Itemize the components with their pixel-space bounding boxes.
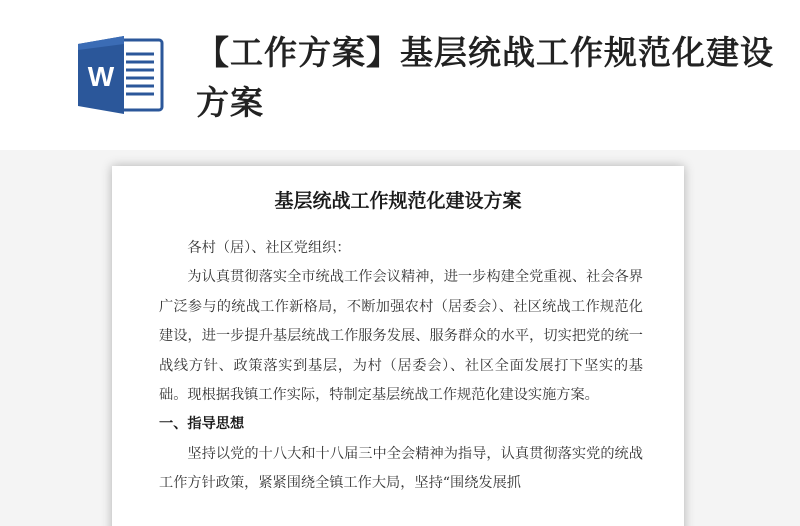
document-title: 基层统战工作规范化建设方案: [274, 190, 522, 212]
word-document-icon: [76, 34, 164, 116]
document-page: [112, 166, 684, 526]
header-banner: [0, 0, 800, 150]
document-body: [159, 234, 643, 499]
word-icon-letter: W: [87, 61, 115, 92]
salutation: 各村（居）、社区党组织：: [187, 240, 351, 256]
paragraph-intro: 为认真贯彻落实全市统战工作会议精神，进一步构建全党重视、社会各界广泛参与的统战工作新格局，不断加强农村（居委会）、社区统战工作规范化建设，进一步提升基层统战工作服务发展、服务群众的水平，切实把党的统一战线方针、政策落实到基层，为村（居委会）、社区全面发展打下坚实的基础。现根据我镇工作实际，特制定基层统战工作规范化建设实施方案。: [159, 269, 643, 404]
page-title: 【工作方案】基层统战工作规范化建设方案: [196, 33, 774, 122]
paragraph-guiding-thought: 坚持以党的十八大和十八届三中全会精神为指导，认真贯彻落实党的统战工作方针政策，紧紧围绕全镇工作大局，坚持“围绕发展抓: [159, 445, 643, 492]
section-heading: 一、指导思想: [159, 416, 245, 433]
